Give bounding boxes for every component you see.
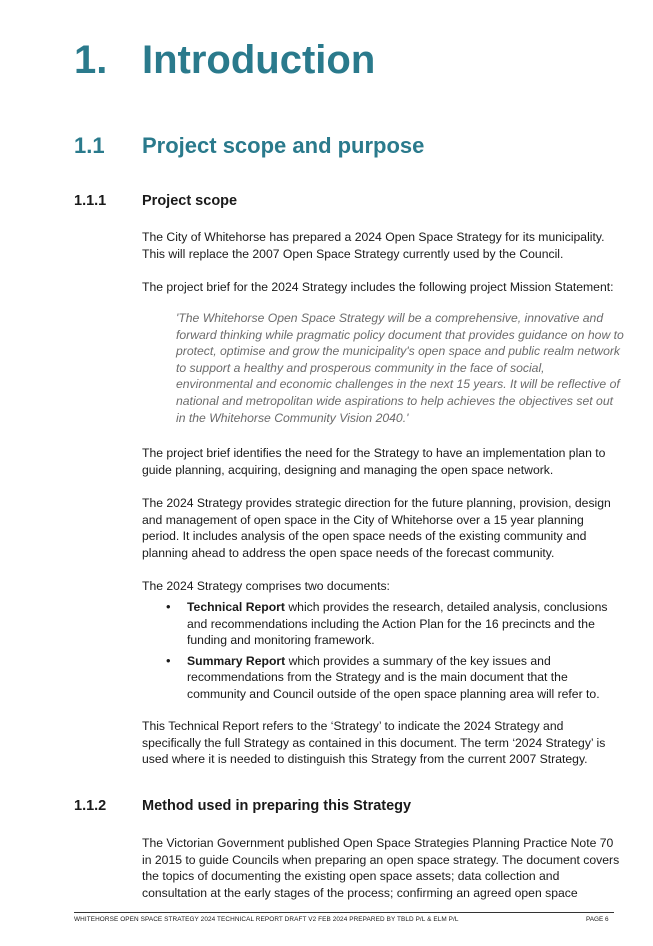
paragraph: [142, 578, 622, 595]
paragraph-text: The 2024 Strategy comprises two documents:: [142, 579, 390, 593]
paragraph-text: The project brief for the 2024 Strategy includes the following project Mission Statement:: [142, 280, 614, 294]
list-item: [142, 653, 622, 703]
paragraph: [142, 718, 622, 768]
chapter-title: Introduction: [142, 38, 376, 82]
list-item: [142, 599, 622, 649]
list-item-text: which provides a summary of the key issues and recommendations from the Strategy and is the main document that the community and Council outside of the open space planning area will refer to.: [187, 653, 600, 701]
list-item-bold: Summary Report: [187, 653, 286, 668]
footer-divider: [74, 912, 614, 913]
page-number: PAGE 6: [586, 916, 609, 923]
list-item-bold: Technical Report: [187, 600, 285, 614]
paragraph-text: The project brief identifies the need for the Strategy to have an implementation plan to guide planning, acquiring, designing and managing the open space network.: [142, 446, 606, 477]
paragraph-text: The 2024 Strategy provides strategic direction for the future planning, provision, design and management of open space in the City of Whitehorse over a 15 year planning period. It includes analysis of the open space needs of the existing community and planning ahead to address the open space needs of the forecast community.: [142, 496, 611, 560]
paragraph-text: This Technical Report refers to the ‘Strategy’ to indicate the 2024 Strategy and specifically the full Strategy as contained in this document. The term ‘2024 Strategy’ is used where it is needed to distinguish this Strategy from the current 2007 Strategy.: [142, 719, 606, 767]
subsection-title: Method used in preparing this Strategy: [142, 798, 412, 814]
list-item-text: which provides the research, detailed analysis, conclusions and recommendations including the Action Plan for the 16 precincts and the funding and monitoring framework.: [187, 600, 608, 648]
mission-statement-quote: 'The Whitehorse Open Space Strategy will be a comprehensive, innovative and forward thinking while pragmatic policy document that provides guidance on how to protect, optimise and grow the municipality's open space and public realm network to support a healthy and prosperous community in the face of social, environmental and economic challenges in the next 15 years. It will be reflective of national and metropolitan wide aspirations to help achieves the objectives set out in the Whitehorse Community Vision 2040.': [176, 311, 624, 425]
paragraph-text: The City of Whitehorse has prepared a 2024 Open Space Strategy for its municipality. This will replace the 2007 Open Space Strategy currently used by the Council.: [142, 230, 605, 261]
subsection-number: 1.1.2: [74, 798, 107, 814]
section-title: Project scope and purpose: [142, 133, 425, 158]
paragraph: [142, 279, 622, 296]
subsection-number: 1.1.1: [74, 193, 107, 209]
footer-document-info: WHITEHORSE OPEN SPACE STRATEGY 2024 TECHNICAL REPORT DRAFT V2 FEB 2024 PREPARED BY TBLD P/L & ELM P/L: [74, 916, 459, 923]
section-number: 1.1: [74, 133, 105, 158]
paragraph: [142, 495, 622, 561]
subsection-title: Project scope: [142, 193, 238, 209]
paragraph-text: The Victorian Government published Open Space Strategies Planning Practice Note 70 in 2015 to guide Councils when preparing an open space strategy. The document covers the topics of documenting the existing open space assets; data collection and consultation at the early stages of the process; confirming an agreed open space: [142, 836, 620, 900]
subsection-heading-scope: [74, 193, 237, 209]
section-heading: [74, 133, 424, 159]
paragraph: [142, 835, 622, 901]
paragraph: [142, 229, 622, 262]
paragraph: [142, 445, 622, 478]
chapter-number: 1.: [74, 38, 108, 82]
bullet-list: [142, 599, 622, 707]
subsection-heading-method: [74, 798, 411, 814]
chapter-heading: [74, 38, 375, 83]
